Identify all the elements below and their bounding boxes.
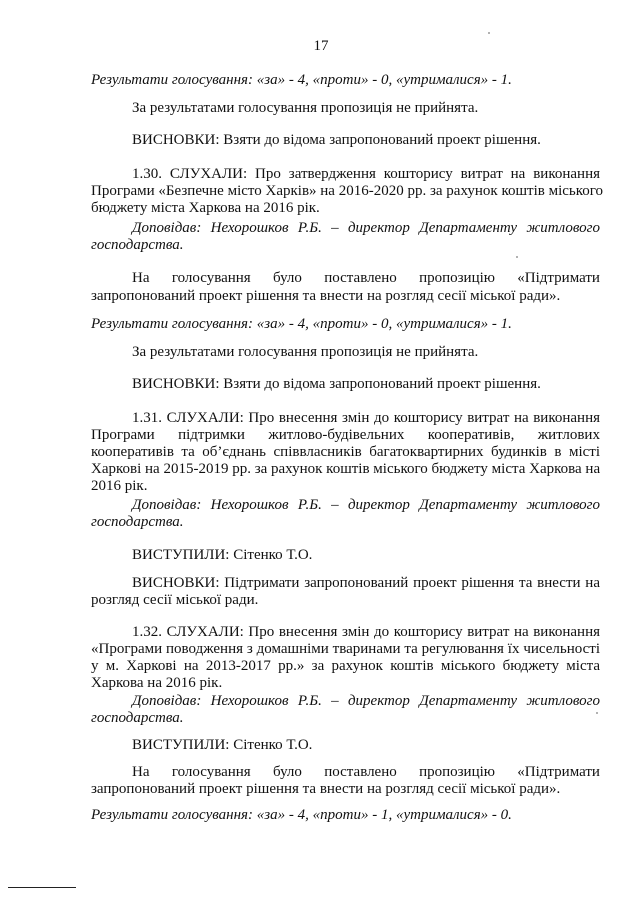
- vote-proposal-line-cont: запропонований проект рішення та внести на розгляд сесії міської ради».: [91, 781, 561, 797]
- proposal-status-line: За результатами голосування пропозиція не прийнята.: [132, 344, 479, 360]
- word: житлово-будівельних: [268, 427, 405, 443]
- heard-item-1-32: 1.32. СЛУХАЛИ: Про внесення змін до кошторису витрат на виконання: [132, 624, 600, 640]
- footer-rule: [8, 887, 76, 888]
- heard-item-1-31-text: [91, 427, 600, 444]
- heard-item-1-32-text: у м. Харкові на 2013-2017 рр.» за рахунок коштів міського бюджету міста: [91, 658, 600, 674]
- reporter-line-cont: господарства.: [91, 237, 184, 253]
- reporter-line: Доповідав: Нехорошков Р.Б. – директор Департаменту житлового: [132, 220, 600, 236]
- reporter-line: Доповідав: Нехорошков Р.Б. – директор Департаменту житлового: [132, 497, 600, 513]
- heard-item-1-31: 1.31. СЛУХАЛИ: Про внесення змін до кошторису витрат на виконання: [132, 410, 600, 426]
- word: кооперативів,: [427, 427, 515, 443]
- scan-speck: [488, 32, 490, 34]
- conclusions-line: ВИСНОВКИ: Взяти до відома запропонований проект рішення.: [132, 376, 541, 392]
- word: «Підтримати: [517, 270, 600, 286]
- heard-item-1-31-text: кооперативів та об’єднань співвласників багатоквартирних будинків в місті: [91, 444, 600, 460]
- word: було: [273, 764, 302, 780]
- word: Програми: [91, 427, 155, 443]
- word: «Підтримати: [517, 764, 600, 780]
- word: житлових: [537, 427, 600, 443]
- word: голосування: [171, 270, 251, 286]
- heard-item-1-30-text: бюджету міста Харкова на 2016 рік.: [91, 200, 320, 216]
- heard-item-1-30: 1.30. СЛУХАЛИ: Про затвердження кошторису витрат на виконання: [132, 166, 600, 182]
- heard-item-1-31-text: 2016 рік.: [91, 478, 148, 494]
- heard-item-1-32-text: Харкова на 2016 рік.: [91, 675, 223, 691]
- word: На: [132, 270, 150, 286]
- vote-proposal-line: [132, 764, 600, 781]
- vote-proposal-line: [132, 270, 600, 287]
- reporter-line-cont: господарства.: [91, 514, 184, 530]
- vote-proposal-line-cont: запропонований проект рішення та внести на розгляд сесії міської ради».: [91, 288, 561, 304]
- conclusions-line-cont: розгляд сесії міської ради.: [91, 592, 259, 608]
- heard-item-1-31-text: Харкові на 2015-2019 рр. за рахунок коштів міського бюджету міста Харкова на: [91, 461, 601, 477]
- word: поставлено: [324, 270, 397, 286]
- voting-results-line: Результати голосування: «за» - 4, «проти» - 0, «утрималися» - 1.: [91, 72, 512, 88]
- word: пропозицію: [419, 764, 495, 780]
- conclusions-line: ВИСНОВКИ: Підтримати запропонований проект рішення та внести на: [132, 575, 600, 591]
- word: пропозицію: [419, 270, 495, 286]
- scan-speck: [516, 256, 518, 258]
- heard-item-1-32-text: «Програми поводження з домашніми тваринами та регулювання їх чисельності: [91, 641, 600, 657]
- heard-item-1-30-text: Програми «Безпечне місто Харків» на 2016-2020 рр. за рахунок коштів міського: [91, 183, 604, 199]
- word: було: [273, 270, 302, 286]
- word: На: [132, 764, 150, 780]
- proposal-status-line: За результатами голосування пропозиція не прийнята.: [132, 100, 479, 116]
- voting-results-line: Результати голосування: «за» - 4, «проти» - 1, «утрималися» - 0.: [91, 807, 512, 823]
- speakers-line: ВИСТУПИЛИ: Сітенко Т.О.: [132, 547, 313, 563]
- scan-speck: [596, 712, 598, 714]
- speakers-line: ВИСТУПИЛИ: Сітенко Т.О.: [132, 737, 313, 753]
- conclusions-line: ВИСНОВКИ: Взяти до відома запропонований проект рішення.: [132, 132, 541, 148]
- reporter-line: Доповідав: Нехорошков Р.Б. – директор Департаменту житлового: [132, 693, 600, 709]
- word: підтримки: [178, 427, 245, 443]
- voting-results-line: Результати голосування: «за» - 4, «проти» - 0, «утрималися» - 1.: [91, 316, 512, 332]
- page-number: 17: [313, 38, 329, 54]
- word: голосування: [171, 764, 251, 780]
- word: поставлено: [324, 764, 397, 780]
- reporter-line-cont: господарства.: [91, 710, 184, 726]
